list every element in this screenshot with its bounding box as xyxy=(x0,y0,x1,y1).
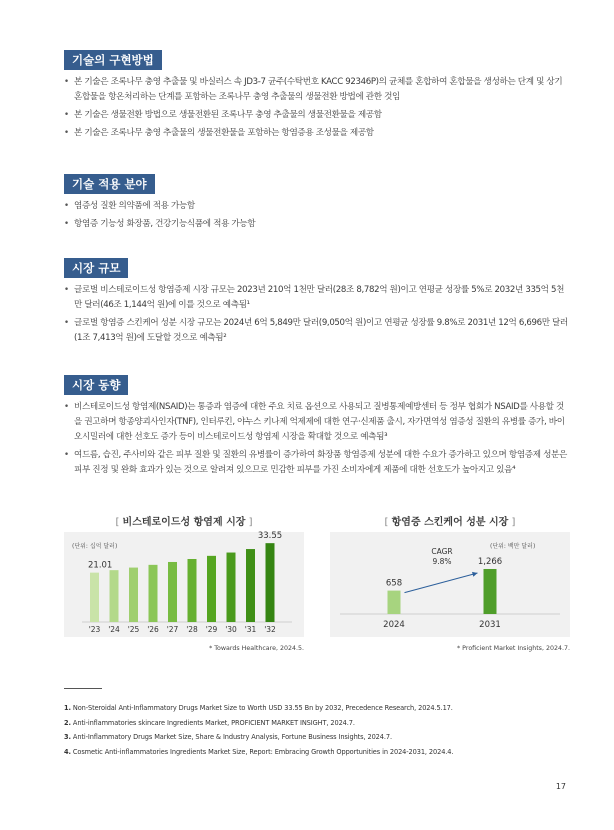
section-heading-market-size: 시장 규모 xyxy=(64,258,128,278)
chart2-data-label: 658 xyxy=(385,578,403,589)
application-bullets xyxy=(64,199,570,235)
bullet-item: • 여드름, 습진, 주사비와 같은 피부 질환 및 질환의 유병률이 증가하여 화장품 항염증제 성분에 대한 수요가 증가하고 있으며 항염증제 성분은 피부 진정 및 완화 효과가 있는 것으로 알려져 있으므로 민감한 피부를 가진 소비자에게 제품에 대한 선호도가 높아지고 있음⁴ xyxy=(64,448,570,478)
chart1-data-label: 21.01 xyxy=(88,560,113,571)
chart2-annotation-title: CAGR xyxy=(431,547,453,556)
chart1-bar xyxy=(227,553,236,622)
section-heading-application: 기술 적용 분야 xyxy=(64,174,155,194)
bullet-item: • 글로벌 항염증 스킨케어 성분 시장 규모는 2024년 6억 5,849만 달러(9,050억 원)이고 연평균 성장률 9.8%로 2031년 12억 6,696만 달러(1조 7,413억 원)에 도달할 것으로 예측됨² xyxy=(64,316,570,346)
bullet-item: • 본 기술은 생물전환 방법으로 생물전환된 조록나무 충영 추출물의 생물전환물을 제공함 xyxy=(64,108,570,123)
chart1-bar xyxy=(129,568,138,622)
chart2-unit-label: (단위: 백만 달러) xyxy=(490,543,536,550)
chart2-data-label: 1,266 xyxy=(477,556,503,567)
bullet-item: • 글로벌 비스테로이드성 항염증제 시장 규모는 2023년 210억 1천만 달러(28조 8,782억 원)이고 연평균 성장률 5%로 2032년 335억 5천만 달러(46조 1,144억 원)에 이를 것으로 예측됨¹ xyxy=(64,283,570,313)
chart1-bar xyxy=(246,549,255,622)
bullet-item: • 항염증 기능성 화장품, 건강기능식품에 적용 가능함 xyxy=(64,217,570,232)
chart1-bar xyxy=(90,573,99,622)
bullet-item: • 본 기술은 조록나무 충영 추출물 및 바실러스 속 JD3-7 균주(수탁번호 KACC 92346P)의 균체를 혼합하여 혼합물을 생성하는 단계 및 상기 혼합물을 항온처리하는 단계를 포함하는 조록나무 충영 추출물의 생물전환 방법에 관한 것임 xyxy=(64,75,570,105)
chart1-tick-label: '27 xyxy=(166,625,179,634)
bullet-item: • 비스테로이드성 항염제(NSAID)는 통증과 염증에 대한 주요 치료 옵션으로 사용되고 질병통제예방센터 등 정부 협회가 NSAID를 사용할 것을 권고하며 항종양괴사인자(TNF), 인터루킨, 야누스 키나제 억제제에 대한 연구·신제품 출시, 자가면역성 염증성 질환의 유병률 증가, 바이오시밀러에 대한 선호도 증가 등이 비스테로이드성 항염제 시장을 확대할 것으로 예측됨³ xyxy=(64,400,570,445)
chart1-tick-label: '26 xyxy=(147,625,159,634)
chart1-tick-label: '28 xyxy=(186,625,198,634)
chart1-bar xyxy=(188,559,197,622)
chart2-annotation-value: 9.8% xyxy=(432,557,452,566)
chart1-unit-label: (단위: 십억 달러) xyxy=(72,543,118,550)
chart1-source: * Towards Healthcare, 2024.5. xyxy=(209,645,304,652)
bullet-item: • 본 기술은 조록나무 충영 추출물의 생물전환물을 포함하는 항염증용 조성물을 제공함 xyxy=(64,126,570,141)
chart1-bar xyxy=(266,543,275,622)
chart1-tick-label: '23 xyxy=(88,625,101,634)
chart2-title: [ 항염증 스킨케어 성분 시장 ] xyxy=(384,517,516,528)
chart2-bar xyxy=(388,591,401,614)
market-trend-bullets xyxy=(64,400,570,481)
bullet-item: • 염증성 질환 의약품에 적용 가능함 xyxy=(64,199,570,214)
chart1-bar xyxy=(168,562,177,622)
chart2-cagr-arrow-line xyxy=(405,573,478,593)
chart2-title-text: 항염증 스킨케어 성분 시장 xyxy=(391,517,509,528)
chart1-bar xyxy=(207,556,216,622)
chart1-tick-label: '32 xyxy=(264,625,276,634)
chart1-bar xyxy=(149,565,158,622)
chart2-cagr-arrow-head xyxy=(472,572,477,577)
chart2-tick-label: 2031 xyxy=(479,620,501,630)
footnote-item: 1. Non-Steroidal Anti-Inflammatory Drugs Market Size to Worth USD 33.55 Bn by 2032, Precedence Research, 2024.5.17. xyxy=(64,704,453,712)
footnote-item: 2. Anti-inflammatories skincare Ingredients Market, PROFICIENT MARKET INSIGHT, 2024.7. xyxy=(64,718,355,727)
chart1-tick-label: '30 xyxy=(225,625,237,634)
implementation-bullets xyxy=(64,75,570,144)
chart1-title-text: 비스테로이드성 항염제 시장 xyxy=(122,517,246,528)
section-heading-market-trend: 시장 동향 xyxy=(64,375,128,395)
section-heading-implementation: 기술의 구현방법 xyxy=(64,50,162,70)
chart1-tick-label: '25 xyxy=(127,625,140,634)
footnote-item: 3. Anti-Inflammatory Drugs Market Size, Share & Industry Analysis, Fortune Business Insights, 2024.7. xyxy=(64,733,392,741)
page-number: 17 xyxy=(555,782,566,791)
chart1-tick-label: '24 xyxy=(108,625,120,634)
chart1-svg xyxy=(64,532,304,637)
market-size-bullets xyxy=(64,283,570,349)
chart1-tick-label: '31 xyxy=(244,625,257,634)
chart1-bar xyxy=(110,570,119,622)
chart2-source: * Proficient Market Insights, 2024.7. xyxy=(457,645,570,652)
chart1-title: [ 비스테로이드성 항염제 시장 ] xyxy=(115,517,253,528)
footnotes xyxy=(64,701,584,759)
footnote-item: 4. Cosmetic Anti-inflammatories Ingredients Market Size, Report: Embracing Growth Opportunities in 2024-2031, 2024.4. xyxy=(64,747,454,756)
chart1-data-label: 33.55 xyxy=(257,531,283,542)
footnote-divider xyxy=(64,688,102,689)
chart2-tick-label: 2024 xyxy=(383,620,405,630)
chart2-svg xyxy=(330,532,570,637)
chart1-tick-label: '29 xyxy=(205,625,218,634)
chart2-bar xyxy=(484,569,497,614)
